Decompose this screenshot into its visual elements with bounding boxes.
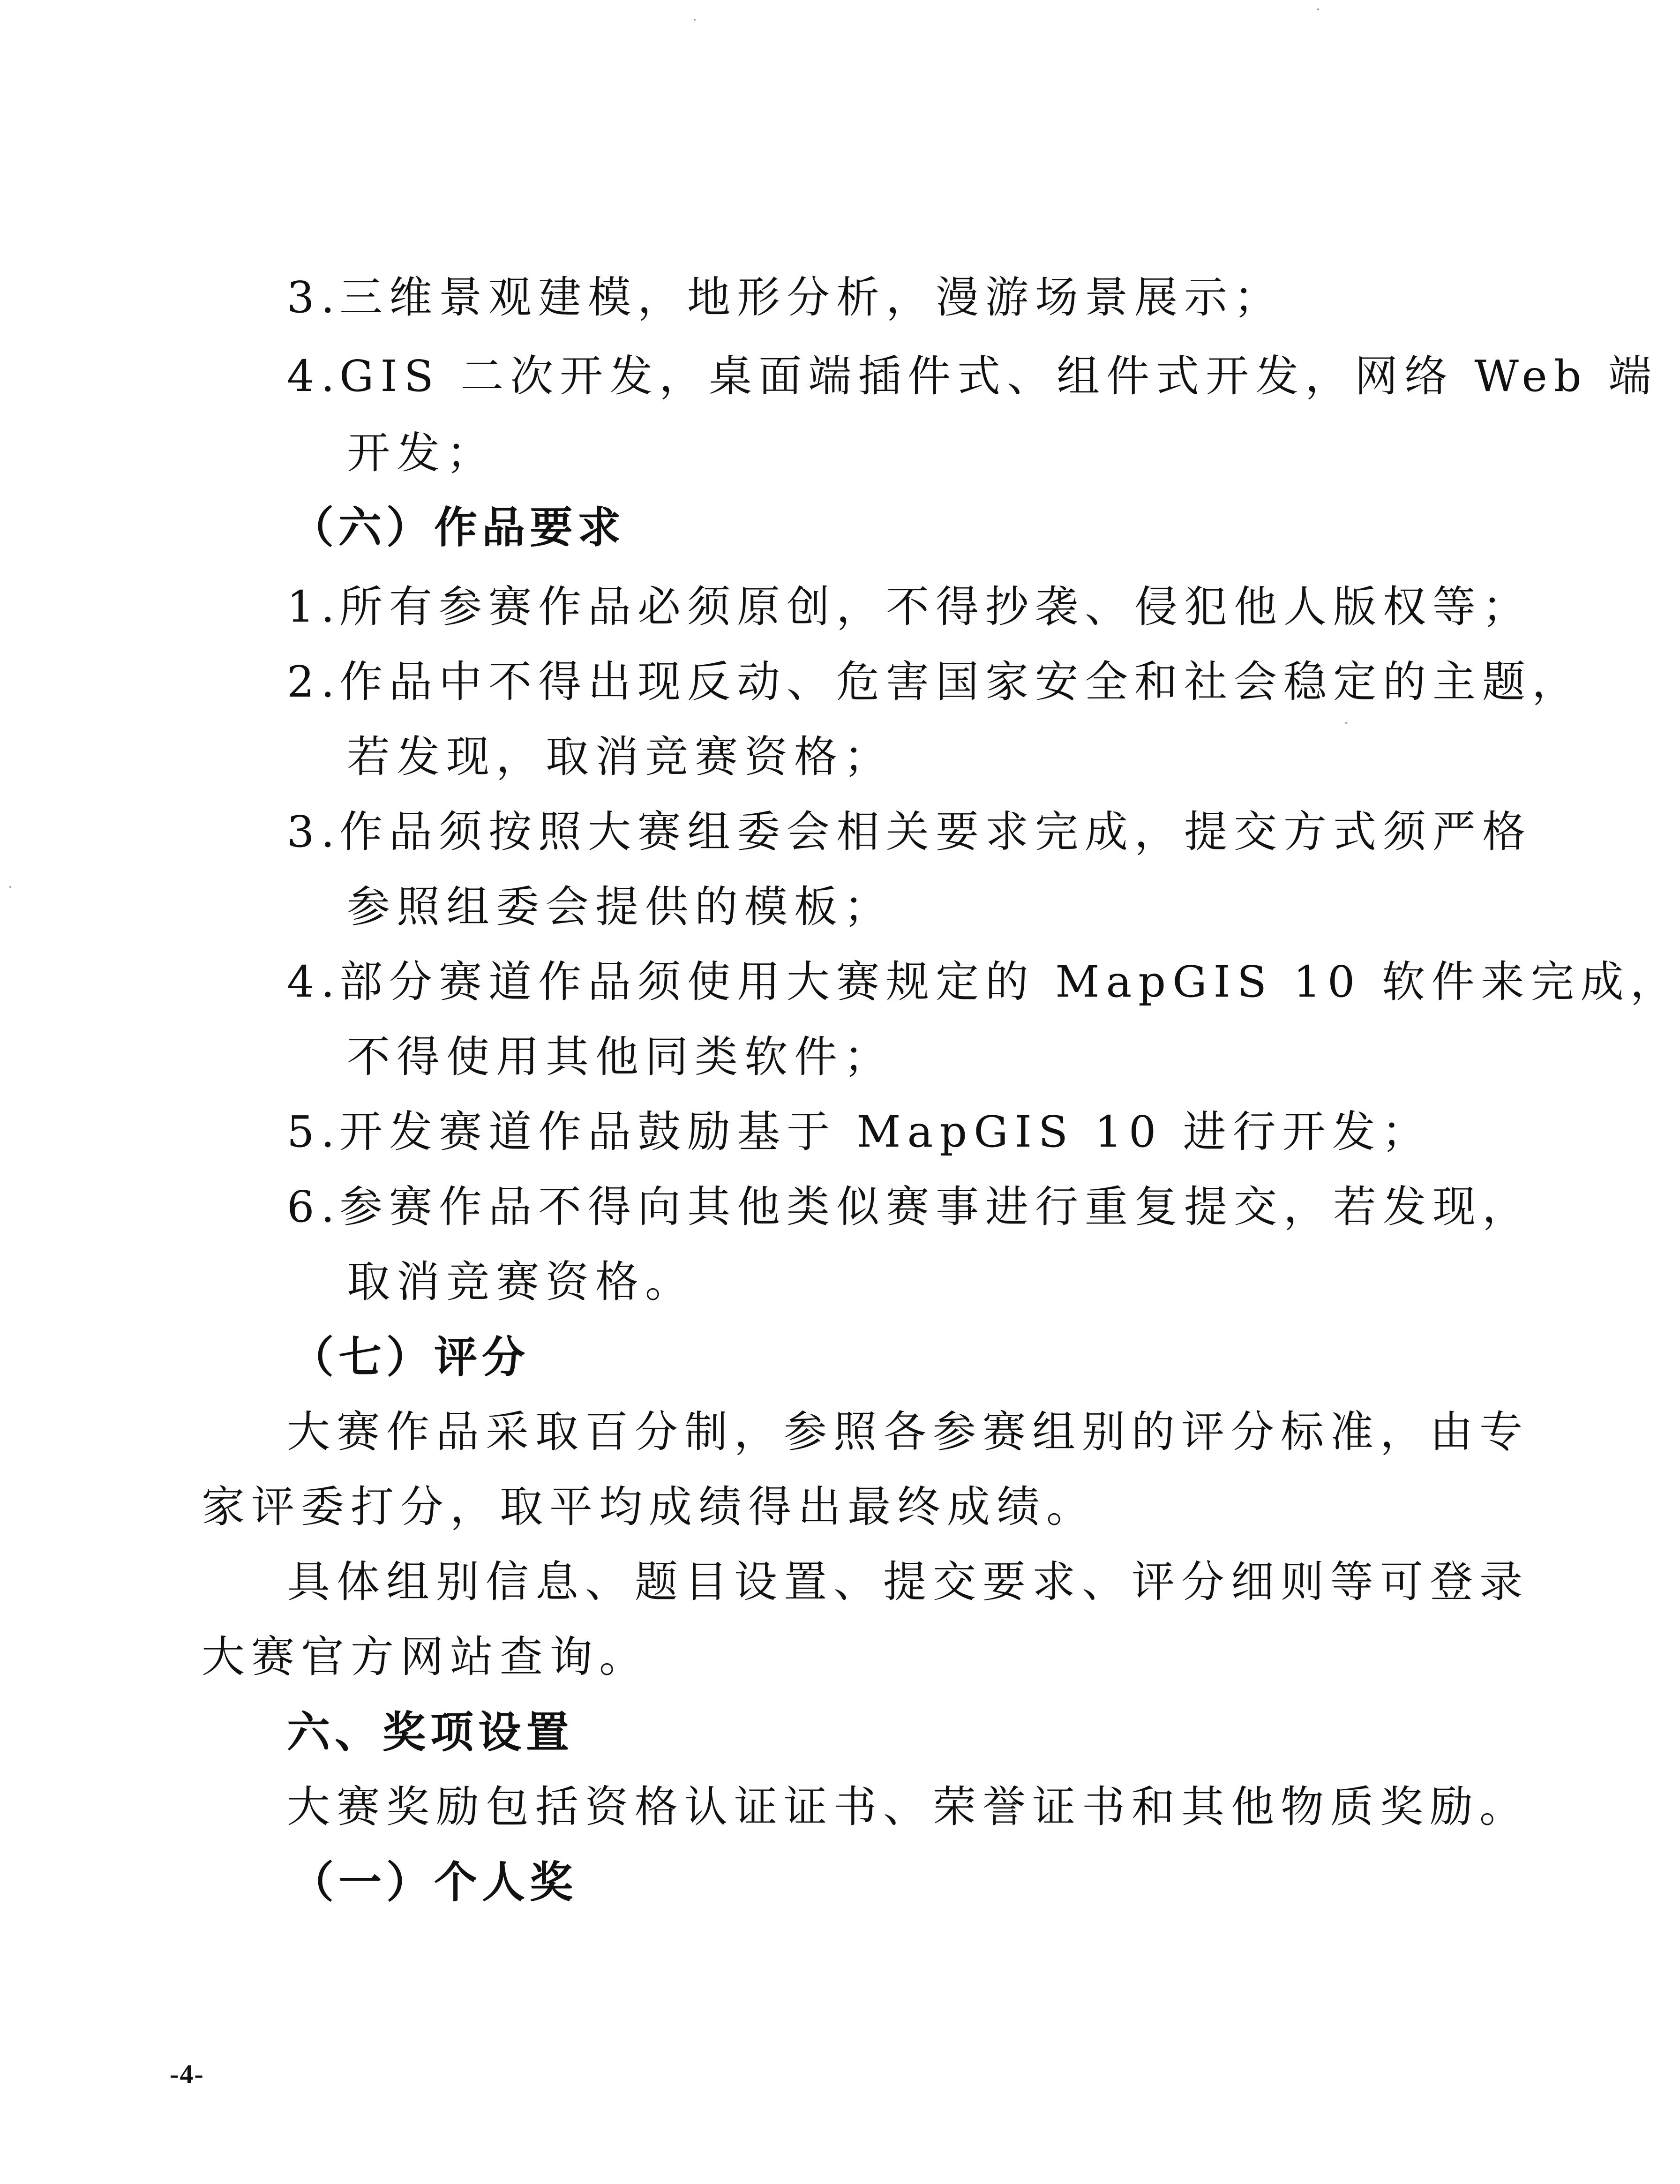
list-item-continuation: 开发； xyxy=(347,428,496,478)
list-text: 开发赛道作品鼓励基于 MapGIS 10 进行开发； xyxy=(339,1107,1432,1157)
list-text: 三维景观建模，地形分析，漫游场景展示； xyxy=(339,272,1284,323)
list-number: 6. xyxy=(287,1182,341,1232)
list-number: 1. xyxy=(287,582,341,632)
scan-speck xyxy=(1317,8,1319,10)
list-text: 部分赛道作品须使用大赛规定的 MapGIS 10 软件来完成， xyxy=(339,957,1680,1007)
list-item-continuation: 参照组委会提供的模板； xyxy=(347,882,894,932)
list-item xyxy=(287,656,1582,708)
list-text: 作品须按照大赛组委会相关要求完成，提交方式须严格 xyxy=(339,807,1532,857)
list-item xyxy=(287,956,1680,1008)
section-heading: （六）作品要求 xyxy=(291,502,626,553)
scan-speck xyxy=(1345,722,1347,724)
list-item-continuation: 若发现，取消竞赛资格； xyxy=(347,732,894,782)
list-item xyxy=(287,351,1658,402)
list-item xyxy=(287,806,1532,858)
list-number: 4. xyxy=(287,957,341,1007)
paragraph-line: 家评委打分，取平均成绩得出最终成绩。 xyxy=(202,1482,1096,1532)
list-number: 5. xyxy=(287,1107,341,1157)
list-text: 所有参赛作品必须原创，不得抄袭、侵犯他人版权等； xyxy=(339,582,1532,632)
scan-speck xyxy=(694,19,696,21)
list-text: 参赛作品不得向其他类似赛事进行重复提交，若发现， xyxy=(339,1182,1532,1232)
chapter-heading: 六、奖项设置 xyxy=(287,1707,574,1757)
section-heading: （七）评分 xyxy=(291,1332,530,1382)
paragraph-line: 具体组别信息、题目设置、提交要求、评分细则等可登录 xyxy=(287,1557,1530,1607)
section-heading: （一）个人奖 xyxy=(291,1857,578,1907)
list-text: 作品中不得出现反动、危害国家安全和社会稳定的主题， xyxy=(339,657,1582,707)
list-number: 3. xyxy=(287,272,341,323)
list-number: 3. xyxy=(287,807,341,857)
list-number: 4. xyxy=(287,351,341,401)
list-item xyxy=(287,581,1532,633)
paragraph-line: 大赛官方网站查询。 xyxy=(202,1632,649,1682)
paragraph-line: 大赛作品采取百分制，参照各参赛组别的评分标准，由专 xyxy=(287,1407,1530,1457)
page-number: -4- xyxy=(170,2059,204,2089)
list-text: GIS 二次开发，桌面端插件式、组件式开发，网络 Web 端 xyxy=(339,351,1658,401)
paragraph-line: 大赛奖励包括资格认证证书、荣誉证书和其他物质奖励。 xyxy=(287,1782,1530,1832)
list-number: 2. xyxy=(287,657,341,707)
list-item-continuation: 取消竞赛资格。 xyxy=(347,1257,695,1307)
list-item xyxy=(287,1106,1432,1158)
scan-speck xyxy=(9,886,11,888)
list-item-continuation: 不得使用其他同类软件； xyxy=(347,1032,894,1082)
list-item xyxy=(287,272,1283,323)
list-item xyxy=(287,1181,1532,1233)
